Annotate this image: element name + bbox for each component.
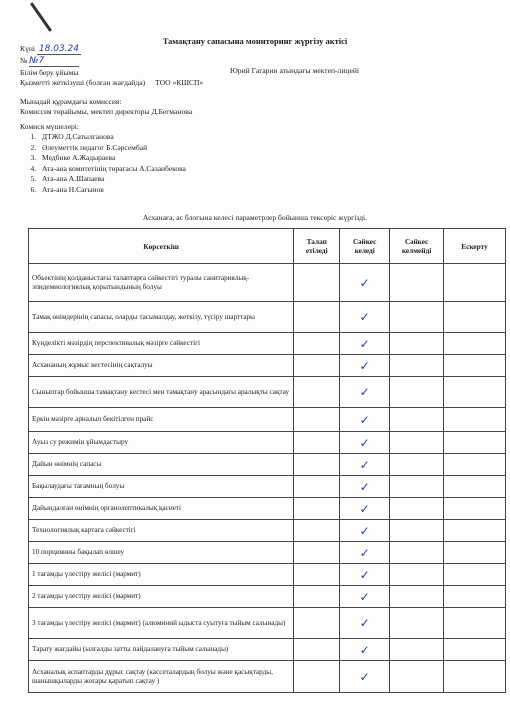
indicator-cell: 2 тағамды үлестіру желісі (мармит) — [29, 586, 294, 608]
noncompliant-cell — [390, 355, 444, 377]
note-cell — [444, 564, 506, 586]
member-item: 3. Медбике А.Жадыраева — [38, 153, 186, 164]
note-cell — [444, 639, 506, 661]
indicator-cell: Сыныптар бойынша тамақтану кестесі мен тамақтану арасындағы аралықты сақтау — [29, 377, 294, 408]
noncompliant-cell — [390, 476, 444, 498]
compliant-cell — [340, 661, 390, 693]
compliant-cell — [340, 639, 390, 661]
table-row — [29, 476, 506, 498]
note-cell — [444, 264, 506, 302]
required-cell — [294, 542, 340, 564]
compliant-cell — [340, 454, 390, 476]
noncompliant-cell — [390, 264, 444, 302]
provider-row — [20, 78, 203, 87]
indicator-cell: 10 порциянны бақылап өлшеу — [29, 542, 294, 564]
member-item: 5. Ата-ана А.Шапаева — [38, 174, 186, 185]
note-cell — [444, 586, 506, 608]
compliant-cell — [340, 542, 390, 564]
noncompliant-cell — [390, 377, 444, 408]
compliant-cell — [340, 564, 390, 586]
note-cell — [444, 608, 506, 639]
indicator-cell: Еркін мәзірге арналып бекітілген прайс — [29, 408, 294, 432]
compliant-cell — [340, 476, 390, 498]
note-cell — [444, 454, 506, 476]
members-list — [20, 132, 186, 196]
col-noncompliant: Сәйкес келмейді — [390, 229, 444, 264]
table-row — [29, 542, 506, 564]
inspection-table — [28, 228, 506, 693]
note-cell — [444, 377, 506, 408]
table-row — [29, 520, 506, 542]
number-row — [20, 56, 79, 67]
provider-value: ТОО «КШСП» — [155, 78, 204, 87]
required-cell — [294, 432, 340, 454]
noncompliant-cell — [390, 520, 444, 542]
check-mark-icon: ✓ — [359, 501, 370, 516]
required-cell — [294, 639, 340, 661]
table-row — [29, 661, 506, 693]
commission-chair: Комиссия төрайымы, мектеп директоры Д.Бегманова — [20, 107, 193, 116]
table-row — [29, 608, 506, 639]
noncompliant-cell — [390, 432, 444, 454]
compliant-cell — [340, 498, 390, 520]
note-cell — [444, 333, 506, 355]
required-cell — [294, 608, 340, 639]
col-indicator: Көрсеткіш — [29, 229, 294, 264]
check-mark-icon: ✓ — [359, 642, 370, 657]
note-cell — [444, 408, 506, 432]
commission-intro: Мынадай құрамдағы комиссия: — [20, 97, 122, 106]
check-mark-icon: ✓ — [359, 435, 370, 450]
col-compliant: Сәйкес келеді — [340, 229, 390, 264]
table-row — [29, 302, 506, 333]
member-item: 1. ДТЖО Д.Сатылганова — [38, 132, 186, 143]
required-cell — [294, 661, 340, 693]
org-row — [20, 68, 78, 77]
noncompliant-cell — [390, 639, 444, 661]
note-cell — [444, 542, 506, 564]
date-label: Күні — [20, 44, 36, 53]
member-item: 4. Ата-ана комитетінің төрағасы А.Сазанбекова — [38, 164, 186, 175]
required-cell — [294, 264, 340, 302]
noncompliant-cell — [390, 608, 444, 639]
note-cell — [444, 432, 506, 454]
required-cell — [294, 408, 340, 432]
org-label: Білім беру ұйымы — [20, 68, 79, 77]
compliant-cell — [340, 377, 390, 408]
check-mark-icon: ✓ — [359, 523, 370, 538]
table-header-row — [29, 229, 506, 264]
table-row — [29, 639, 506, 661]
note-cell — [444, 661, 506, 693]
indicator-cell: Дайын өнімнің сапасы — [29, 454, 294, 476]
indicator-cell: Бақылаудағы тағамның болуы — [29, 476, 294, 498]
table-row — [29, 432, 506, 454]
table-row — [29, 408, 506, 432]
table-row — [29, 498, 506, 520]
noncompliant-cell — [390, 661, 444, 693]
table-row — [29, 355, 506, 377]
check-mark-icon: ✓ — [359, 275, 370, 290]
required-cell — [294, 454, 340, 476]
note-cell — [444, 476, 506, 498]
compliant-cell — [340, 432, 390, 454]
indicator-cell: Ауыз су режимін ұйымдастыру — [29, 432, 294, 454]
check-mark-icon: ✓ — [359, 567, 370, 582]
required-cell — [294, 333, 340, 355]
indicator-cell: Технологиялық картаға сәйкестігі — [29, 520, 294, 542]
noncompliant-cell — [390, 586, 444, 608]
note-cell — [444, 355, 506, 377]
org-value: Юрий Гагарин атындағы мектеп-лицейі — [230, 66, 360, 75]
indicator-cell: Асхананың жұмыс кестесінің сақталуы — [29, 355, 294, 377]
table-row — [29, 333, 506, 355]
date-value: 18.03.24 — [38, 44, 79, 54]
compliant-cell — [340, 586, 390, 608]
document-title: Тамақтану сапасына мониторинг жүргізу актісі — [162, 36, 348, 46]
check-mark-icon: ✓ — [359, 412, 370, 427]
required-cell — [294, 302, 340, 333]
noncompliant-cell — [390, 564, 444, 586]
noncompliant-cell — [390, 454, 444, 476]
note-cell — [444, 520, 506, 542]
number-value: №7 — [29, 56, 79, 67]
noncompliant-cell — [390, 542, 444, 564]
check-mark-icon: ✓ — [359, 358, 370, 373]
date-row — [20, 44, 81, 55]
indicator-cell: Тамақ өнімдерінің сапасы, оларды тасымалдау, жеткізу, түсіру шарттары — [29, 302, 294, 333]
indicator-cell: Асханалық аспаптарды дұрыс сақтау (кассеталардың болуы және қасықтарды, шанышқыларды жоғары қаратып сақтау ) — [29, 661, 294, 693]
check-mark-icon: ✓ — [359, 669, 370, 684]
required-cell — [294, 586, 340, 608]
noncompliant-cell — [390, 408, 444, 432]
table-row — [29, 586, 506, 608]
check-mark-icon: ✓ — [359, 479, 370, 494]
check-mark-icon: ✓ — [359, 310, 370, 324]
member-item: 2. Әлеуметтік педагог Б.Сәрсембай — [38, 143, 186, 154]
indicator-cell: 3 тағамды үлестіру желісі (мармит) (алюминий ыдыста суытуға тыйым салынады) — [29, 608, 294, 639]
noncompliant-cell — [390, 302, 444, 333]
indicator-cell: 1 тағамды үлестіру желісі (мармит) — [29, 564, 294, 586]
table-row — [29, 454, 506, 476]
indicator-cell: Объектінің қолданыстағы талаптарға сәйкестігі туралы санитариялық-эпидемиологиялық қорытындының болуы — [29, 264, 294, 302]
required-cell — [294, 498, 340, 520]
compliant-cell — [340, 264, 390, 302]
compliant-cell — [340, 302, 390, 333]
compliant-cell — [340, 408, 390, 432]
check-mark-icon: ✓ — [359, 385, 370, 399]
inspection-text: Асханаға, ас блогына келесі параметрлер бойынша тексеріс жүргізді. — [142, 213, 368, 222]
check-mark-icon: ✓ — [359, 616, 370, 630]
number-label: № — [20, 56, 28, 65]
required-cell — [294, 355, 340, 377]
compliant-cell — [340, 333, 390, 355]
col-required: Талап етіледі — [294, 229, 340, 264]
required-cell — [294, 520, 340, 542]
table-row — [29, 264, 506, 302]
required-cell — [294, 564, 340, 586]
compliant-cell — [340, 608, 390, 639]
noncompliant-cell — [390, 498, 444, 520]
provider-label: Қызметті жеткізуші (болған жағдайда) — [20, 78, 146, 87]
required-cell — [294, 476, 340, 498]
indicator-cell: Күнделікті мәзірдің перспективалық мәзірге сәйкестігі — [29, 333, 294, 355]
note-cell — [444, 498, 506, 520]
compliant-cell — [340, 355, 390, 377]
table-row — [29, 564, 506, 586]
handwritten-slash-mark — [30, 2, 52, 32]
col-note: Ескерту — [444, 229, 506, 264]
check-mark-icon: ✓ — [359, 457, 370, 472]
check-mark-icon: ✓ — [359, 589, 370, 604]
indicator-cell: Дайындалған өнімнің органолептикалық қасиеті — [29, 498, 294, 520]
note-cell — [444, 302, 506, 333]
table-row — [29, 377, 506, 408]
check-mark-icon: ✓ — [359, 545, 370, 560]
member-item: 6. Ата-ана Н.Сағынов — [38, 185, 186, 196]
compliant-cell — [340, 520, 390, 542]
noncompliant-cell — [390, 333, 444, 355]
indicator-cell: Тарату жағдайы (ылғалды затты пайдалануға тыйым салынады) — [29, 639, 294, 661]
required-cell — [294, 377, 340, 408]
members-label: Комися мүшелері: — [20, 122, 79, 131]
check-mark-icon: ✓ — [359, 336, 370, 351]
